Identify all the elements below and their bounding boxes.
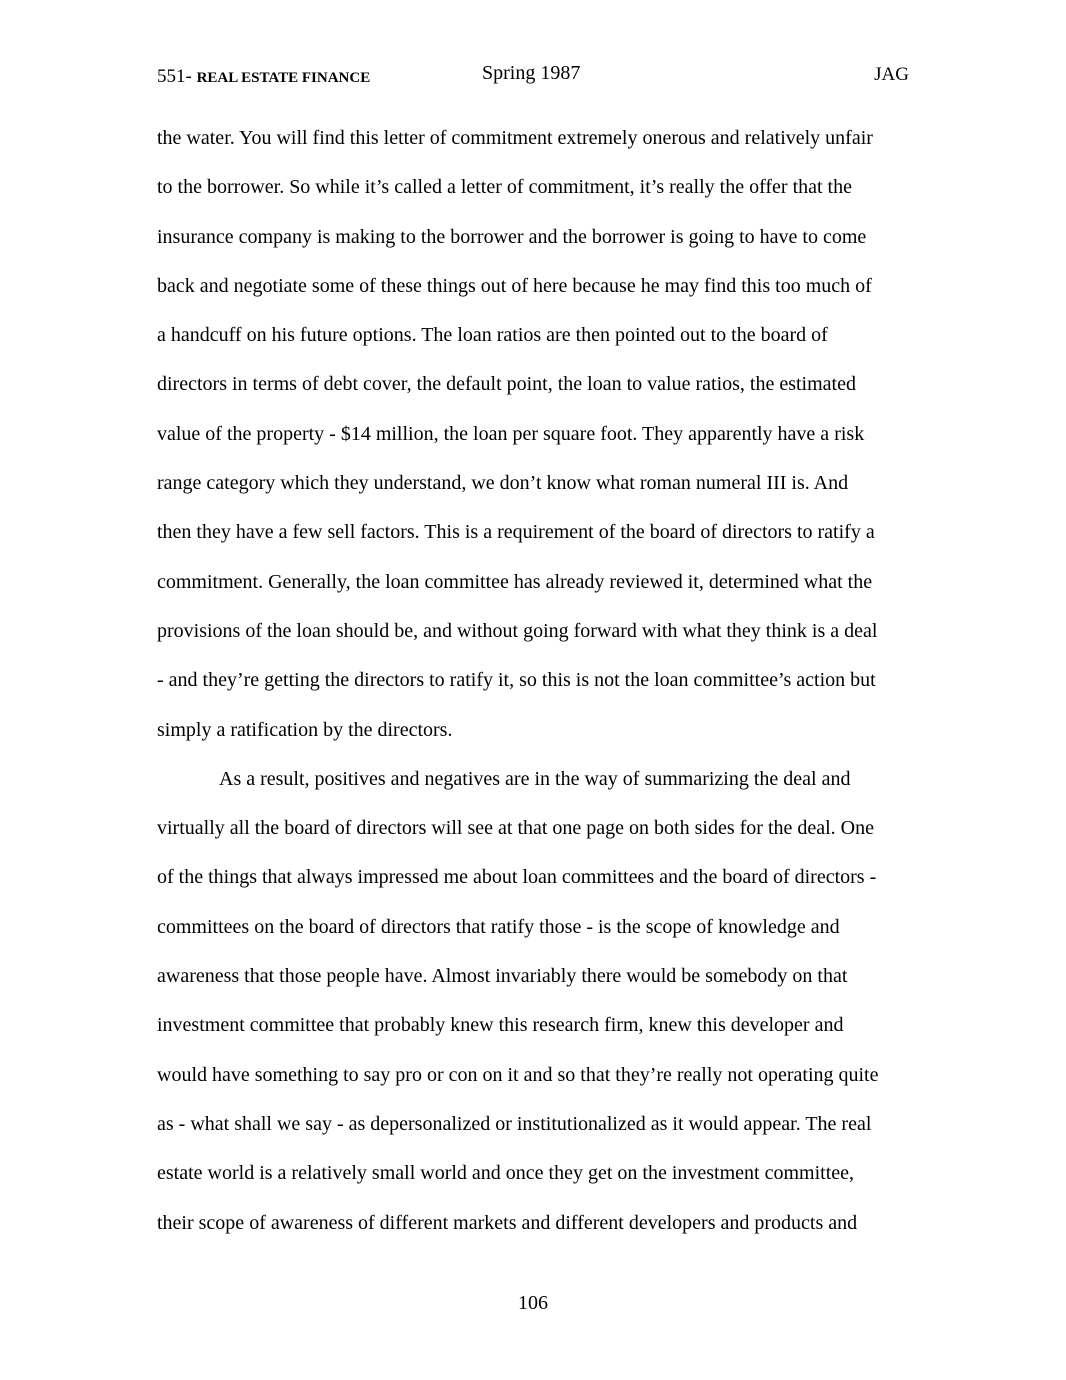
page-header: [157, 62, 909, 92]
text-line: simply a ratification by the directors.: [157, 718, 453, 741]
paragraph-first-line: As a result, positives and negatives are in the way of summarizing the deal and: [219, 767, 851, 790]
text-line: provisions of the loan should be, and without going forward with what they think is a deal: [157, 619, 878, 642]
author-initials: JAG: [874, 64, 909, 85]
text-line: - and they’re getting the directors to ratify it, so this is not the loan committee’s action but: [157, 669, 876, 692]
text-line: awareness that those people have. Almost invariably there would be somebody on that: [157, 965, 848, 988]
text-line: investment committee that probably knew this research firm, knew this developer and: [157, 1014, 844, 1037]
text-line: range category which they understand, we don’t know what roman numeral III is. And: [157, 472, 849, 495]
course-number: 551-: [157, 66, 192, 87]
text-line: back and negotiate some of these things out of here because he may find this too much of: [157, 274, 872, 297]
page-number: 106: [518, 1292, 548, 1314]
text-line: a handcuff on his future options. The loan ratios are then pointed out to the board of: [157, 324, 828, 347]
course-title: REAL ESTATE FINANCE: [196, 70, 371, 86]
text-line: estate world is a relatively small world and once they get on the investment committee,: [157, 1162, 855, 1185]
text-line: the water. You will find this letter of commitment extremely onerous and relatively unfair: [157, 127, 873, 149]
text-line: virtually all the board of directors will see at that one page on both sides for the deal. One: [157, 817, 875, 840]
text-line: directors in terms of debt cover, the default point, the loan to value ratios, the estimated: [157, 373, 856, 396]
term-label: Spring 1987: [482, 62, 581, 84]
text-line: to the borrower. So while it’s called a letter of commitment, it’s really the offer that the: [157, 176, 852, 199]
transcript-body: [157, 118, 917, 1252]
text-line: insurance company is making to the borrower and the borrower is going to have to come: [157, 225, 867, 248]
text-line: value of the property - $14 million, the loan per square foot. They apparently have a risk: [157, 422, 865, 445]
text-line: then they have a few sell factors. This is a requirement of the board of directors to ratify a: [157, 521, 875, 544]
text-line: would have something to say pro or con on it and so that they’re really not operating quite: [157, 1063, 879, 1086]
text-line: their scope of awareness of different markets and different developers and products and: [157, 1211, 858, 1234]
text-line: of the things that always impressed me about loan committees and the board of directors -: [157, 866, 877, 889]
text-line: committees on the board of directors that ratify those - is the scope of knowledge and: [157, 915, 840, 938]
text-line: commitment. Generally, the loan committee has already reviewed it, determined what the: [157, 570, 873, 593]
course-label: [157, 66, 370, 88]
text-line: as - what shall we say - as depersonalized or institutionalized as it would appear. The real: [157, 1112, 872, 1135]
